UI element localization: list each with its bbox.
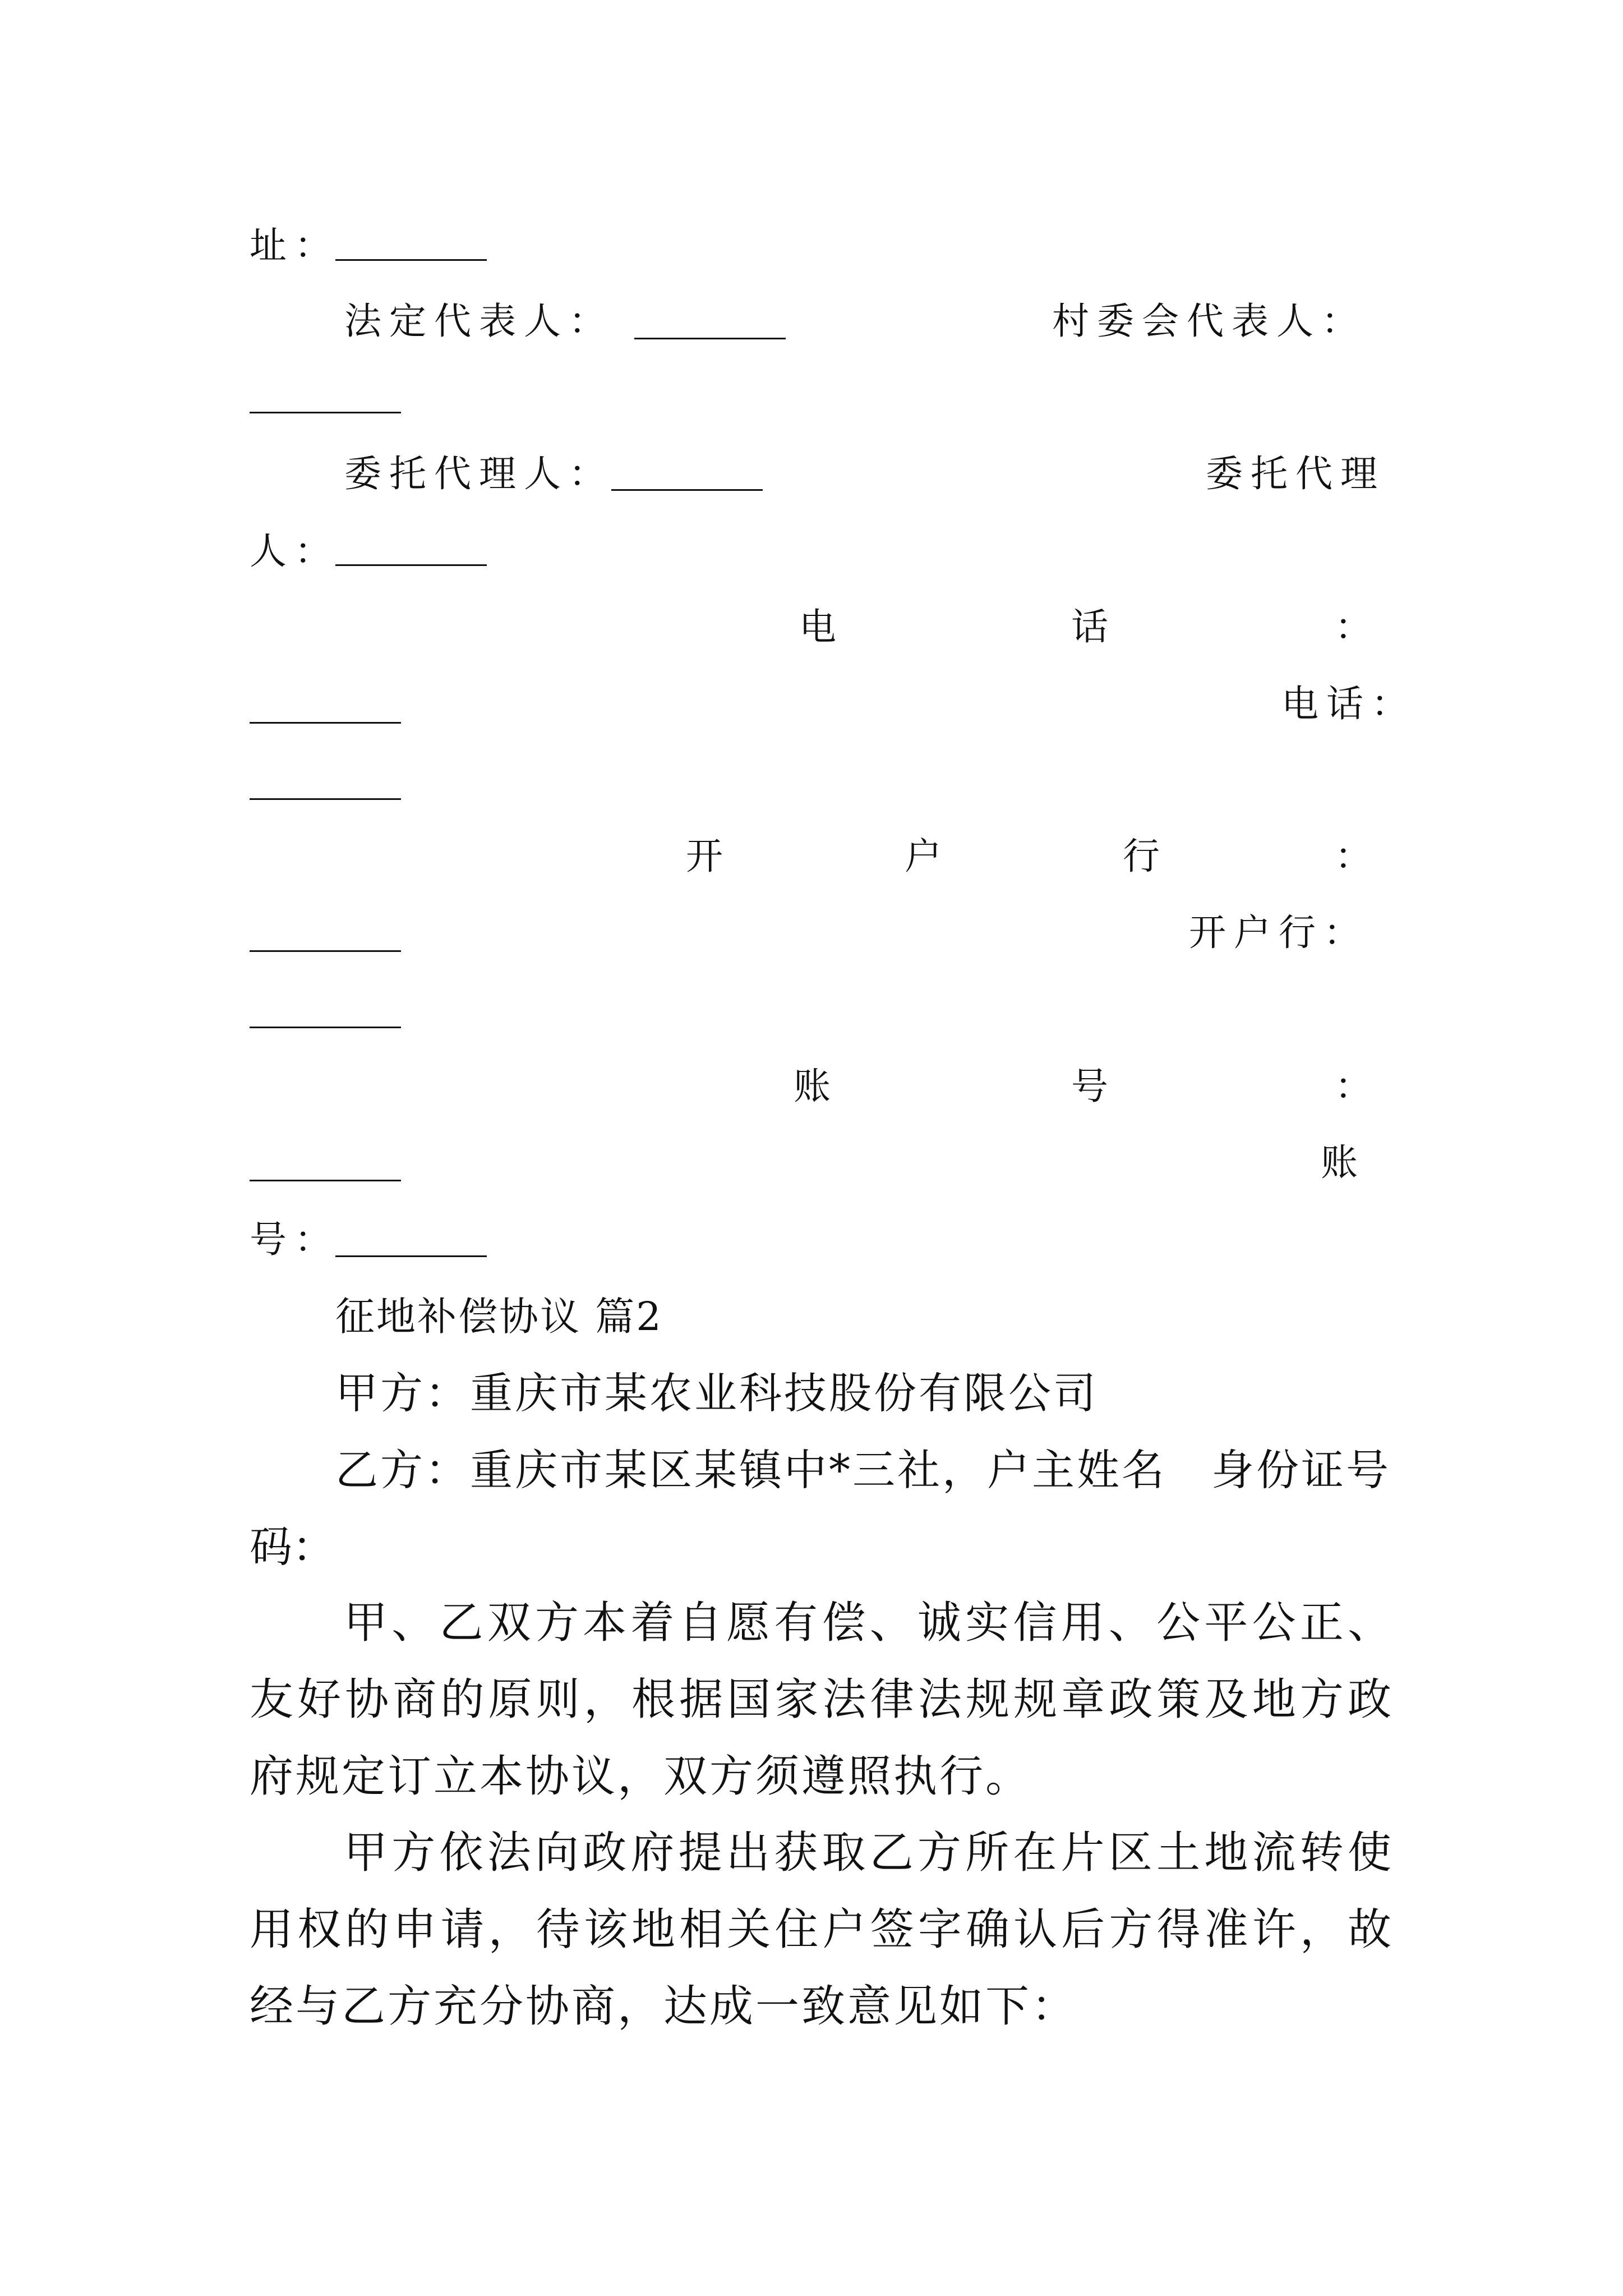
account-left-blank [250, 1180, 401, 1181]
agent-label-right-b: 人： [250, 530, 339, 573]
bank-colon: ： [1335, 835, 1372, 878]
phone-char-2: 话 [1071, 605, 1108, 648]
account-char-2: 号 [1071, 1065, 1108, 1108]
paragraph-principles: 甲、乙双方本着自愿有偿、诚实信用、公平公正、友好协商的原则，根据国家法律法规规章政策及地方政府规定订立本协议，双方须遵照执行。 [250, 1598, 1394, 1802]
party-b-line: 乙方：重庆市某区某镇中*三社，户主姓名 身份证号 [335, 1445, 1391, 1495]
bank-char-1: 开 [686, 835, 723, 878]
phone-colon: ： [1335, 605, 1372, 648]
village-rep-label: 村委会代表人： [1052, 300, 1366, 343]
address-blank [335, 259, 487, 261]
bank-label-right: 开户行： [1189, 911, 1368, 954]
address-label: 址： [250, 224, 339, 267]
account-label-right-a: 账 [1321, 1141, 1358, 1184]
account-colon: ： [1335, 1065, 1372, 1108]
phone-char-1: 电 [799, 605, 836, 648]
legal-rep-label: 法定代表人： [344, 300, 614, 343]
phone-label-right: 电话： [1281, 682, 1416, 725]
agent-right-blank [335, 564, 487, 566]
account-right-blank [335, 1255, 487, 1257]
phone-right-blank [250, 798, 401, 800]
account-char-1: 账 [794, 1065, 831, 1108]
phone-left-blank [250, 722, 401, 724]
agent-label-left: 委托代理人： [344, 452, 614, 495]
party-b-line-continued: 码： [250, 1522, 335, 1572]
agent-label-right-a: 委托代理 [1206, 452, 1385, 495]
account-label-right-b: 号： [250, 1218, 339, 1261]
village-rep-blank [250, 412, 401, 413]
agent-left-blank [611, 489, 763, 491]
bank-char-3: 行 [1123, 835, 1160, 878]
bank-char-2: 户 [905, 835, 942, 878]
bank-left-blank [250, 950, 401, 952]
legal-rep-blank [634, 338, 786, 339]
paragraph-application: 甲方依法向政府提出获取乙方所在片区土地流转使用权的申请，待该地相关住户签字确认后方得准许，故经与乙方充分协商，达成一致意见如下： [250, 1828, 1394, 2032]
bank-right-blank [250, 1027, 401, 1028]
article-heading: 征地补偿协议 篇2 [335, 1294, 663, 1340]
party-a-line: 甲方：重庆市某农业科技股份有限公司 [335, 1368, 1098, 1418]
